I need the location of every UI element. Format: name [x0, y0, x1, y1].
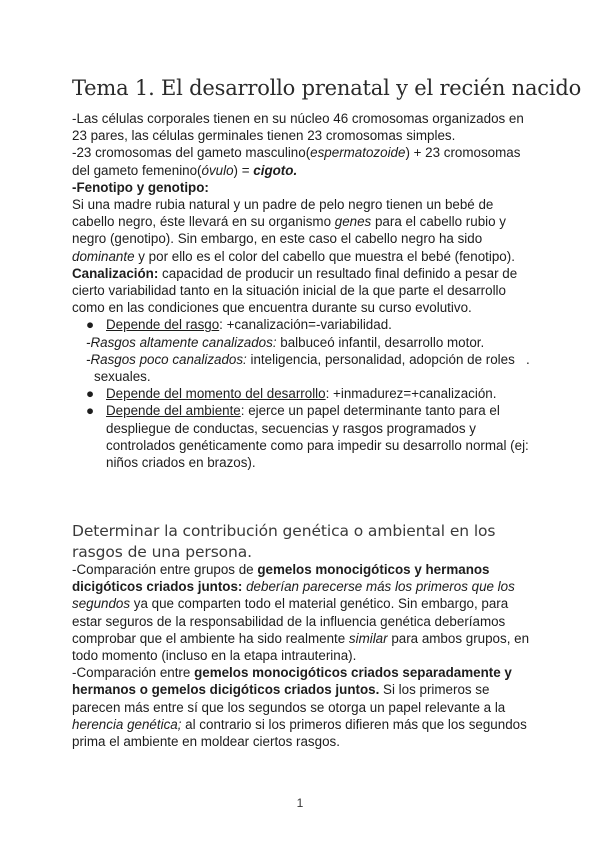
- list-item: [72, 316, 532, 333]
- fenotipo-paragraph: [72, 196, 532, 265]
- intro-block: [72, 110, 532, 471]
- bullet-dot-icon: ●: [86, 386, 95, 402]
- intro-italic: óvulo: [201, 162, 234, 178]
- canalizacion-definition: capacidad de producir un resultado final definido a pesar de cierto variabilidad tanto en la situación inicial de la que parte el desarrollo como en las condiciones que encuentra durante su curso evolutivo.: [72, 265, 518, 316]
- bullet-underlined: Depende del rasgo: [106, 317, 220, 333]
- section-italic: deberían parecerse más los primeros que los segundos: [72, 579, 515, 612]
- intro-bold-italic: cigoto.: [253, 162, 298, 178]
- bullet-underlined: Depende del ambiente: [106, 403, 241, 419]
- fenotipo-text: Si una madre rubia natural y un padre de pelo negro tienen un bebé de cabello negro, éste llevará en su organismo: [72, 197, 494, 230]
- fenotipo-italic: genes: [334, 214, 372, 230]
- page-number: 1: [296, 796, 304, 810]
- list-item: [72, 334, 532, 351]
- dash-text-wrap: sexuales.: [94, 369, 151, 385]
- dash-text: inteligencia, personalidad, adopción de roles .: [246, 351, 530, 367]
- intro-line-2: [72, 144, 532, 178]
- section-bold: gemelos monocigóticos y hermanos dicigóticos criados juntos:: [72, 562, 490, 595]
- dash-text: balbuceó infantil, desarrollo motor.: [276, 334, 485, 350]
- list-item: [72, 385, 532, 402]
- dash-italic: -Rasgos altamente canalizados:: [86, 334, 277, 350]
- intro-text: -23 cromosomas del gameto masculino(: [72, 145, 311, 161]
- bullet-dot-icon: ●: [86, 317, 95, 333]
- dash-italic: -Rasgos poco canalizados:: [86, 351, 247, 367]
- section-text: Si los primeros se parecen más entre sí que los segundos se otorga un papel relevante a la: [72, 682, 506, 715]
- intro-text: ) + 23 cromosomas del gameto femenino(: [72, 145, 521, 178]
- bullet-text: : +canalización=-variabilidad.: [219, 317, 392, 333]
- section-text: -Comparación entre: [72, 665, 195, 681]
- fenotipo-text: y por ello es el color del cabello que muestra el bebé (fenotipo).: [134, 248, 515, 264]
- fenotipo-italic: dominante: [72, 248, 135, 264]
- bullet-text: : +inmadurez=+canalización.: [325, 386, 497, 402]
- list-item: [72, 351, 532, 385]
- canalizacion-term: Canalización:: [72, 265, 159, 281]
- section-paragraph-1: [72, 561, 532, 664]
- section-block: [72, 561, 532, 750]
- intro-text: ) =: [233, 162, 254, 178]
- section-text: para ambos grupos, en todo momento (incluso en la etapa intrauterina).: [72, 630, 530, 664]
- section-text: al contrario si los primeros difieren más que los segundos prima el ambiente en moldear ciertos rasgos.: [72, 716, 527, 750]
- canalizacion-paragraph: [72, 265, 532, 317]
- intro-italic: espermatozoide: [310, 145, 406, 161]
- fenotipo-text: para el cabello rubio y negro (genotipo). Sin embargo, en este caso el cabello negro ha sido: [72, 214, 506, 247]
- section-bold: gemelos monocigóticos criados separadamente y hermanos o gemelos dicigóticos criados juntos.: [72, 665, 512, 698]
- list-item: [72, 402, 532, 471]
- section-italic: similar: [348, 630, 388, 646]
- section-text: ya que comparten todo el material genético. Sin embargo, para estar seguros de la responsabilidad de la influencia genética deberíamos comprobar que el ambiente ha sido realmente: [72, 596, 509, 646]
- intro-line-1: -Las células corporales tienen en su núcleo 46 cromosomas organizados en 23 pares, las células germinales tienen 23 cromosomas simples.: [72, 111, 524, 144]
- bullet-dot-icon: ●: [86, 403, 95, 419]
- fenotipo-heading: -Fenotipo y genotipo:: [72, 179, 209, 195]
- section-paragraph-2: [72, 664, 532, 750]
- section-italic: herencia genética;: [72, 716, 182, 732]
- bullet-text: : ejerce un papel determinante tanto para el despliegue de conductas, secuencias y rasgos programados y controlados genéticamente como para impedir su desarrollo normal (ej: niños criados en brazos).: [106, 403, 529, 471]
- section-heading: Determinar la contribución genética o ambiental en los rasgos de una persona.: [72, 522, 496, 561]
- bullet-underlined: Depende del momento del desarrollo: [106, 386, 326, 402]
- page-title: Tema 1. El desarrollo prenatal y el recién nacido: [72, 76, 582, 100]
- section-text: -Comparación entre grupos de: [72, 562, 258, 577]
